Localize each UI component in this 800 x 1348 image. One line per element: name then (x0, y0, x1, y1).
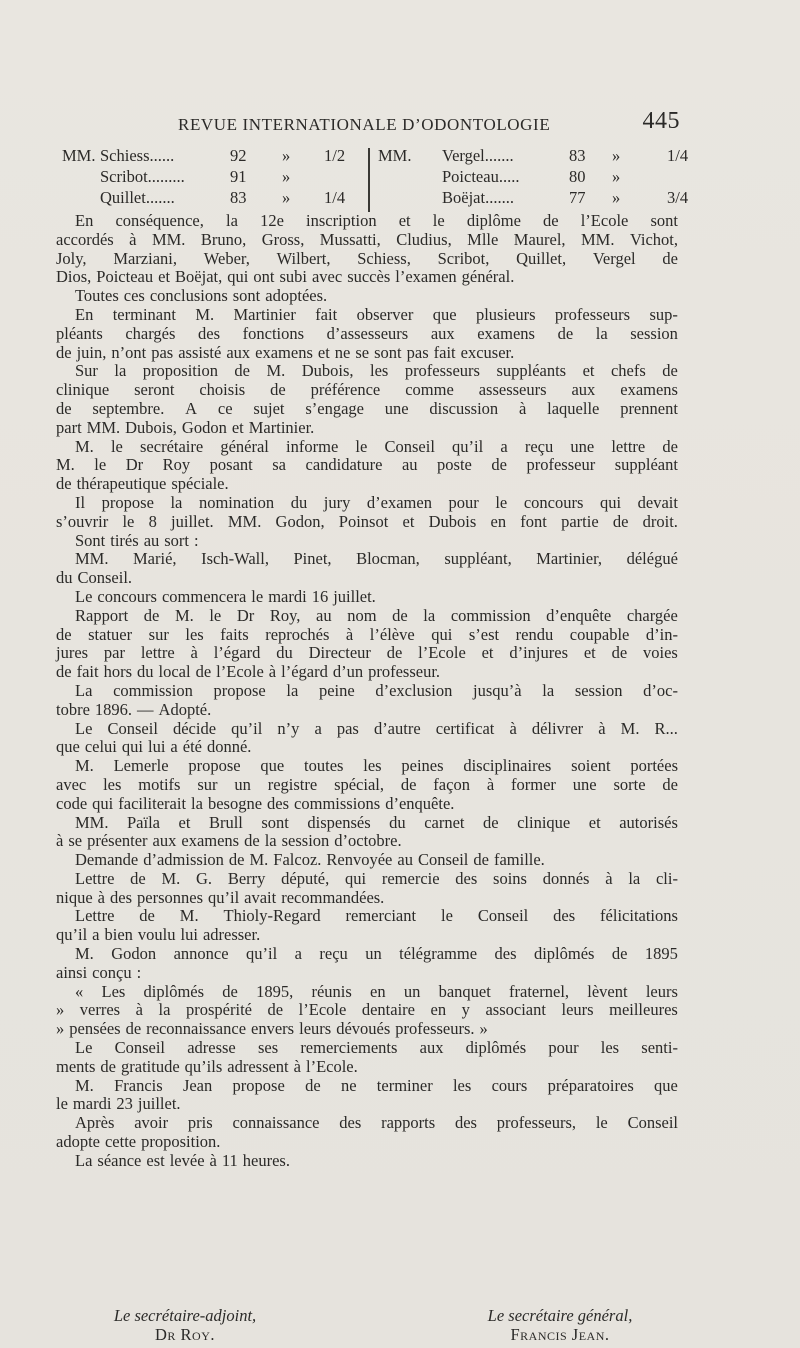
ditto-mark: » (612, 188, 621, 207)
grade-score: 91 (230, 167, 247, 186)
text-line: de septembre. A ce sujet s’engage une discussion à laquelle prennent (56, 398, 678, 418)
text-line: de fait hors du local de l’Ecole à l’égard d’un professeur. (56, 662, 441, 682)
student-name: Vergel....... (442, 146, 514, 165)
grade-score: 92 (230, 146, 247, 165)
grade-row (378, 146, 693, 167)
journal-title: REVUE INTERNATIONALE D’ODONTOLOGIE (178, 115, 551, 134)
minutes-text (56, 212, 678, 1171)
ditto-mark: » (282, 146, 291, 165)
text-line: Il propose la nomination du jury d’examen pour le concours qui devait (75, 492, 678, 512)
text-line: M. Lemerle propose que toutes les peines disciplinaires soient portées (75, 756, 678, 776)
signature-name: Dr Roy. (154, 1325, 215, 1344)
text-line: du Conseil. (56, 568, 133, 588)
grade-row (62, 167, 367, 188)
text-line: Demande d’admission de M. Falcoz. Renvoyée au Conseil de famille. (75, 850, 545, 870)
grade-fraction: 1/4 (667, 146, 689, 165)
text-line: » verres à la prospérité de l’Ecole dentaire en y associant leurs meilleures (56, 1000, 678, 1020)
text-line: M. le Dr Roy posant sa candidature au poste de professeur suppléant (56, 455, 678, 475)
ditto-mark: » (282, 167, 291, 186)
text-line: pléants chargés des fonctions d’assesseurs aux examens de la session (56, 323, 678, 343)
text-line: adopte cette proposition. (56, 1132, 221, 1152)
text-line: Lettre de M. G. Berry député, qui remercie des soins donnés à la cli- (75, 868, 678, 888)
text-line: » pensées de reconnaissance envers leurs dévoués professeurs. » (56, 1019, 488, 1039)
text-line: Dios, Poicteau et Boëjat, qui ont subi avec succès l’examen général. (56, 267, 515, 287)
signature-role: Le secrétaire général, (487, 1306, 633, 1325)
grade-prefix: MM. (62, 146, 96, 165)
student-name: Schiess...... (100, 146, 175, 165)
grade-fraction: 1/2 (324, 146, 346, 165)
running-head (0, 108, 800, 138)
grade-row (378, 167, 693, 188)
text-line: MM. Marié, Isch-Wall, Pinet, Blocman, suppléant, Martinier, délégué (75, 549, 678, 569)
text-line: M. le secrétaire général informe le Conseil qu’il a reçu une lettre de (75, 436, 678, 456)
text-line: Le concours commencera le mardi 16 juillet. (75, 586, 376, 606)
text-line: de thérapeutique spéciale. (56, 474, 229, 494)
student-name: Poicteau..... (442, 167, 520, 186)
grade-prefix: MM. (378, 146, 412, 165)
page-number: 445 (642, 108, 680, 134)
text-line: de juin, n’ont pas assisté aux examens et ne se sont pas fait excuser. (56, 342, 515, 362)
text-line: Toutes ces conclusions sont adoptées. (75, 286, 328, 306)
grades-column-divider (368, 148, 370, 212)
text-line: jures par lettre à l’égard du Directeur de l’Ecole et d’injures et de voies (56, 643, 678, 663)
text-line: En conséquence, la 12e inscription et le diplôme de l’Ecole sont (75, 211, 678, 230)
text-line: Le Conseil décide qu’il n’y a pas d’autre certificat à délivrer à M. R... (75, 718, 678, 738)
text-line: Sur la proposition de M. Dubois, les professeurs suppléants et chefs de (75, 361, 678, 381)
grades-table (62, 146, 702, 212)
text-line: ments de gratitude qu’ils adressent à l’Ecole. (56, 1056, 358, 1076)
text-line: nique à des personnes qu’il avait recommandées. (56, 887, 385, 907)
text-line: Après avoir pris connaissance des rapports des professeurs, le Conseil (75, 1113, 678, 1133)
text-line: à se présenter aux examens de la session d’octobre. (56, 831, 402, 851)
text-line: le mardi 23 juillet. (56, 1094, 181, 1114)
grades-column-left (62, 146, 367, 209)
text-line: tobre 1896. — Adopté. (56, 699, 212, 719)
text-line: « Les diplômés de 1895, réunis en un banquet fraternel, lèvent leurs (75, 981, 678, 1001)
text-line: clinique seront choisis de préférence comme assesseurs aux examens (56, 380, 678, 400)
signature-role: Le secrétaire-adjoint, (113, 1306, 257, 1325)
text-line: La séance est levée à 11 heures. (75, 1150, 290, 1170)
text-line: de statuer sur les faits reprochés à l’élève qui s’est rendu coupable d’in- (56, 624, 678, 644)
signature-secretary-adjoint (70, 1306, 300, 1344)
text-line: avec les motifs sur un registre spécial, de façon à former une sorte de (56, 774, 678, 794)
grade-row (378, 188, 693, 209)
text-line: Lettre de M. Thioly-Regard remerciant le Conseil des félicitations (75, 906, 678, 926)
ditto-mark: » (612, 146, 621, 165)
signature-secretary-general (440, 1306, 680, 1344)
text-line: que celui qui lui a été donné. (56, 737, 252, 757)
signature-name: Francis Jean. (510, 1325, 610, 1344)
ditto-mark: » (282, 188, 291, 207)
grade-score: 83 (230, 188, 247, 207)
text-line: En terminant M. Martinier fait observer que plusieurs professeurs sup- (75, 304, 678, 324)
grade-score: 83 (569, 146, 586, 165)
text-line: La commission propose la peine d’exclusion jusqu’à la session d’oc- (75, 680, 678, 700)
grade-fraction: 3/4 (667, 188, 689, 207)
grade-fraction: 1/4 (324, 188, 346, 207)
text-line: MM. Païla et Brull sont dispensés du carnet de clinique et autorisés (75, 812, 678, 832)
grade-score: 80 (569, 167, 586, 186)
signature-block (0, 1306, 800, 1346)
grades-column-right (378, 146, 693, 209)
text-line: part MM. Dubois, Godon et Martinier. (56, 417, 315, 437)
grade-row (62, 146, 367, 167)
text-line: Sont tirés au sort : (75, 530, 199, 550)
student-name: Boëjat....... (442, 188, 514, 207)
text-line: s’ouvrir le 8 juillet. MM. Godon, Poinsot et Dubois en font partie de droit. (56, 511, 678, 531)
text-line: M. Godon annonce qu’il a reçu un télégramme des diplômés de 1895 (75, 944, 678, 964)
text-line: Rapport de M. le Dr Roy, au nom de la commission d’enquête chargée (75, 605, 678, 625)
grade-score: 77 (569, 188, 586, 207)
text-line: Joly, Marziani, Weber, Wilbert, Schiess, Scribot, Quillet, Vergel de (56, 248, 678, 268)
text-line: Le Conseil adresse ses remerciements aux diplômés pour les senti- (75, 1038, 678, 1058)
student-name: Scribot......... (100, 167, 185, 186)
text-line: qu’il a bien voulu lui adresser. (56, 925, 261, 945)
text-line: code qui faciliterait la besogne des commissions d’enquête. (56, 793, 455, 813)
ditto-mark: » (612, 167, 621, 186)
student-name: Quillet....... (100, 188, 175, 207)
text-line: accordés à MM. Bruno, Gross, Mussatti, Cludius, Mlle Maurel, MM. Vichot, (56, 229, 678, 249)
text-line: M. Francis Jean propose de ne terminer les cours préparatoires que (75, 1075, 678, 1095)
grade-row (62, 188, 367, 209)
text-line: ainsi conçu : (56, 962, 142, 982)
